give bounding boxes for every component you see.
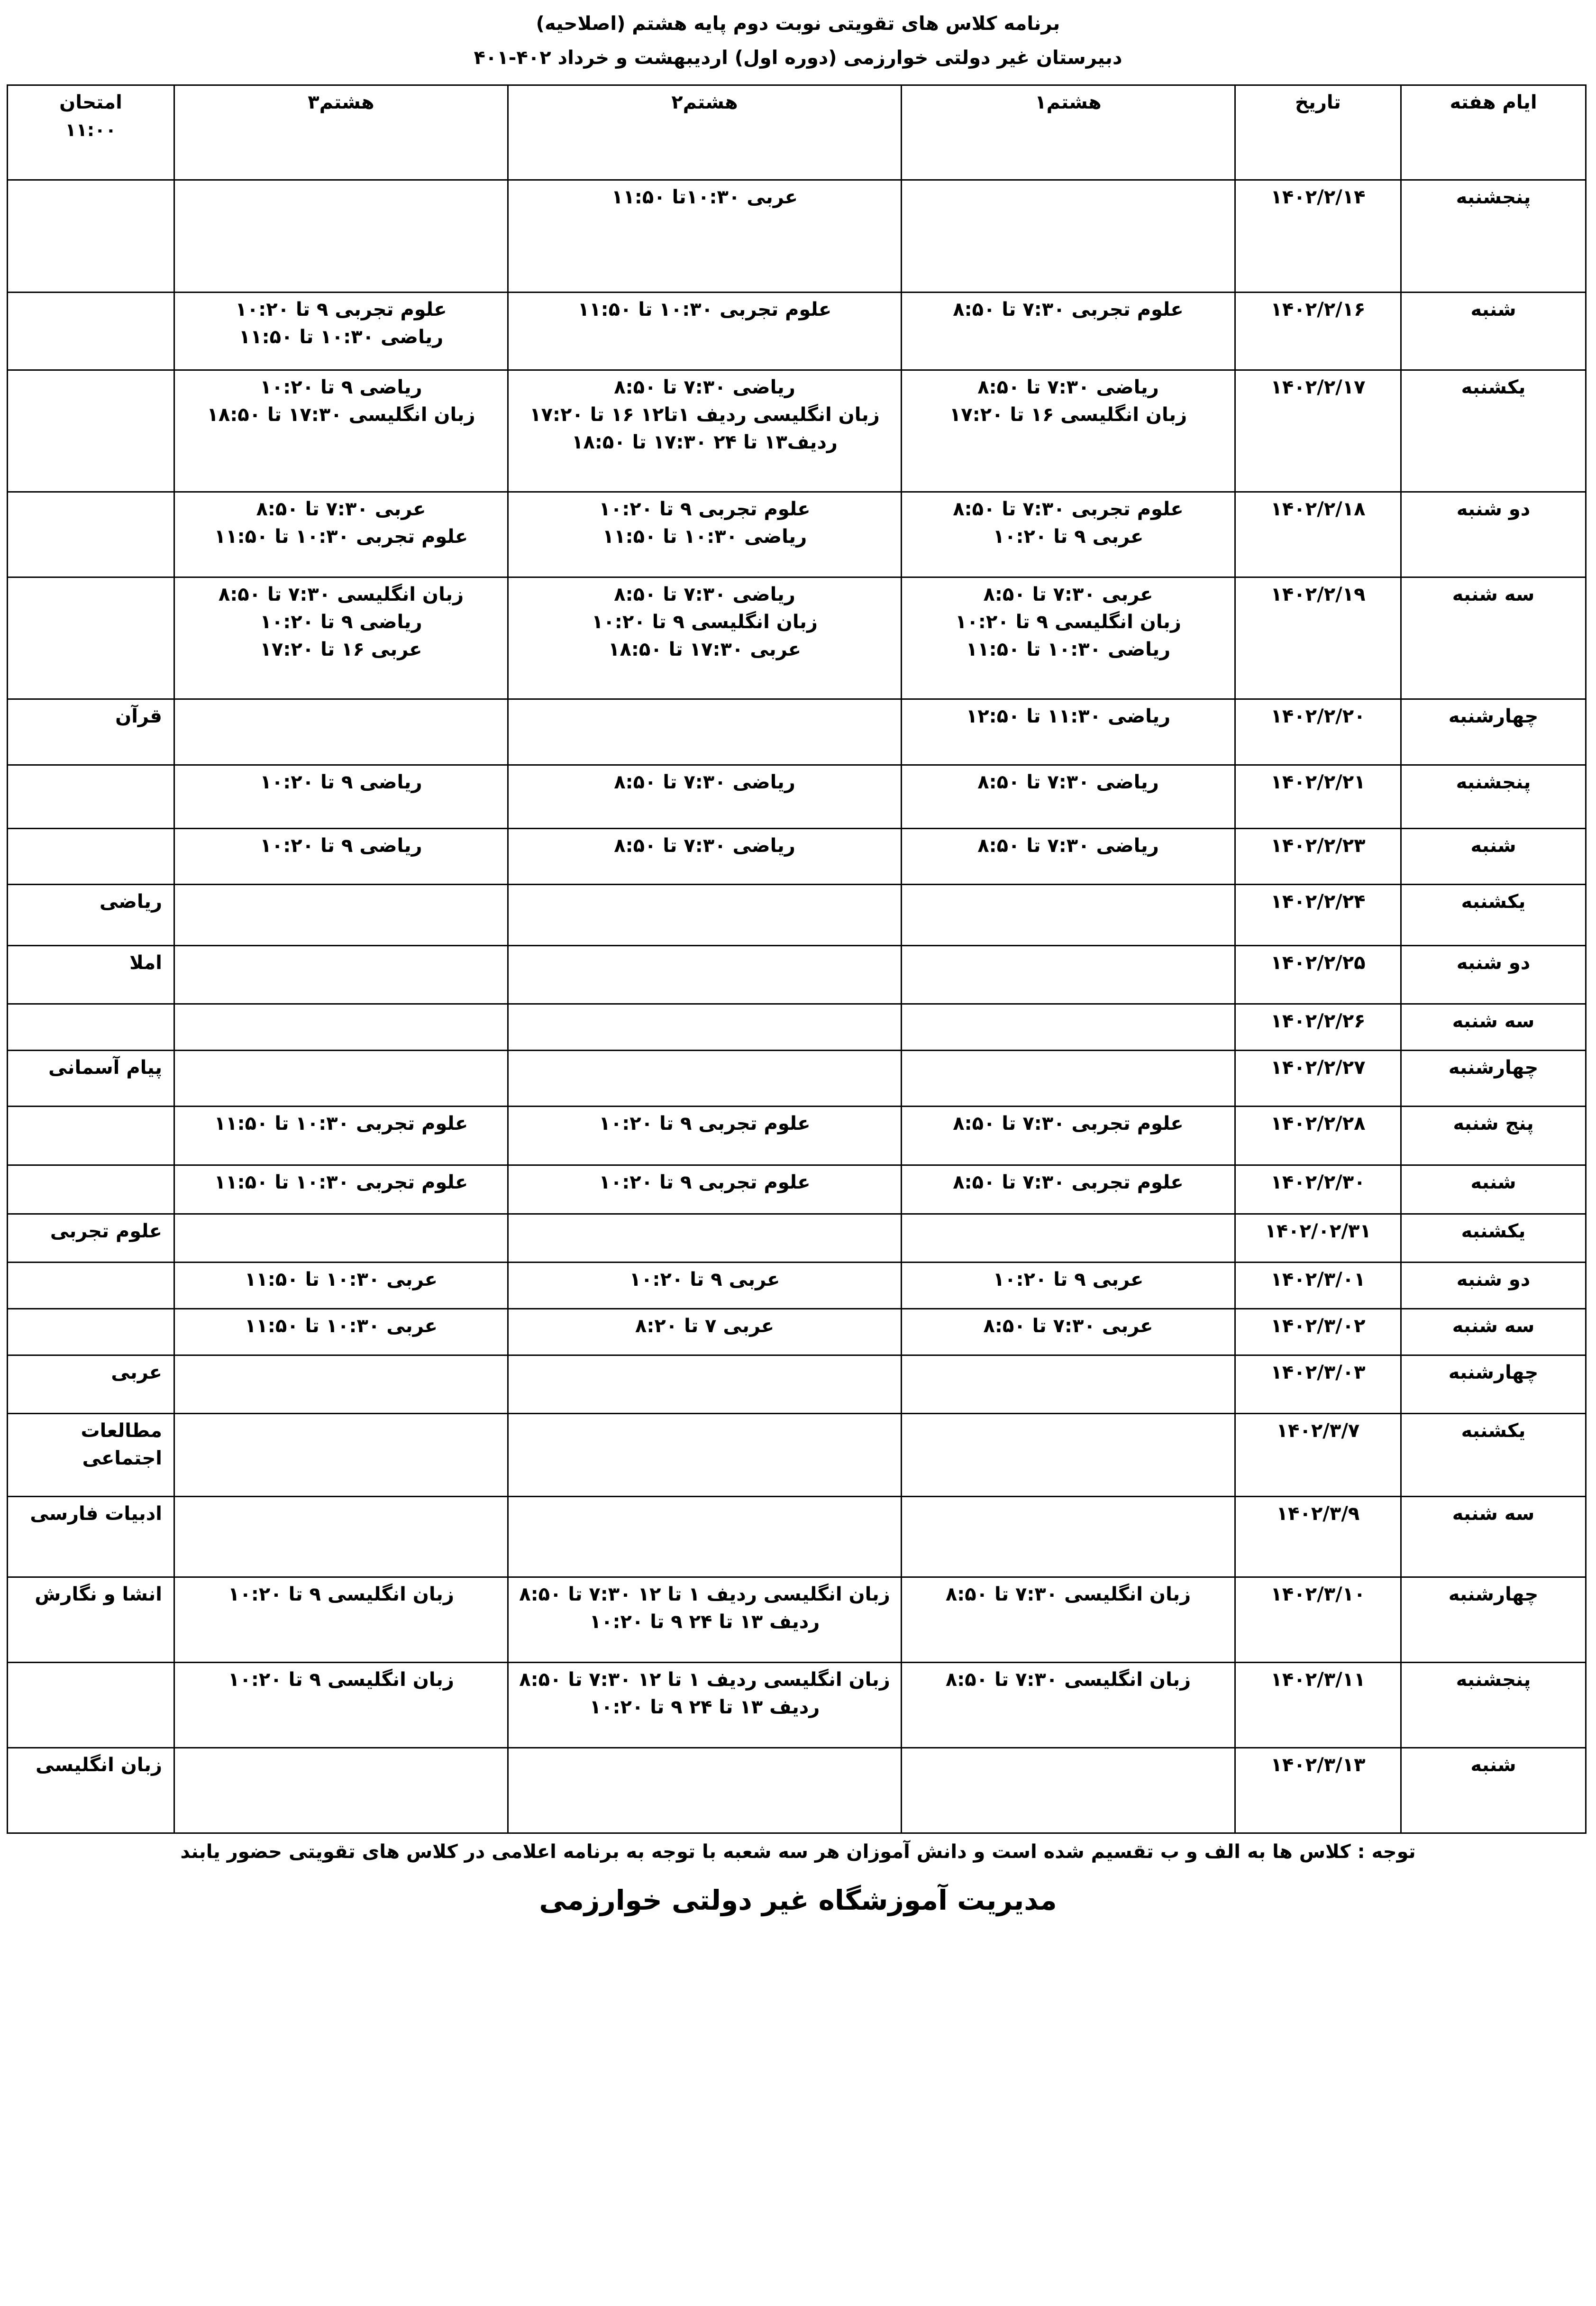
day-cell: چهارشنبه <box>1401 1577 1586 1662</box>
day-cell: پنجشنبه <box>1401 1662 1586 1748</box>
table-row <box>8 829 1586 885</box>
exam-cell <box>8 292 174 370</box>
footer-note: توجه : کلاس ها به الف و ب تقسیم شده است و دانش آموزان هر سه شعبه با توجه به برنامه اعلامی در کلاس های تقویتی حضور یابند <box>180 1841 1416 1863</box>
session-line: ریاضی ۱۰:۳۰ تا ۱۱:۵۰ <box>966 639 1171 661</box>
session-line: زبان انگلیسی ۹ تا ۱۰:۲۰ <box>228 1583 454 1605</box>
session-line: زبان انگلیسی ۹ تا ۱۰:۲۰ <box>592 611 818 633</box>
date-cell: ۱۴۰۲/۲/۲۸ <box>1235 1107 1401 1165</box>
class-c1-cell <box>902 885 1235 946</box>
date-cell: ۱۴۰۲/۳/۹ <box>1235 1497 1401 1577</box>
exam-cell <box>8 1662 174 1748</box>
day-cell: دو شنبه <box>1401 492 1586 577</box>
table-row <box>8 1497 1586 1577</box>
session-line: ریاضی ۱۰:۳۰ تا ۱۱:۵۰ <box>238 326 444 348</box>
class-c2-cell <box>508 1050 902 1106</box>
header-row <box>8 85 1586 180</box>
day-cell: یکشنبه <box>1401 370 1586 492</box>
session-line: عربی ۱۰:۳۰تا ۱۱:۵۰ <box>611 186 798 208</box>
session-line: ریاضی ۱۰:۳۰ تا ۱۱:۵۰ <box>602 526 807 548</box>
class-c2-cell <box>508 292 902 370</box>
class-c1-cell <box>902 1050 1235 1106</box>
class-c3-cell <box>174 1414 508 1497</box>
class-c2-cell <box>508 577 902 699</box>
class-c3-cell <box>174 1214 508 1263</box>
class-c1-cell <box>902 699 1235 765</box>
day-cell: سه شنبه <box>1401 577 1586 699</box>
date-cell: ۱۴۰۲/۳/۱۱ <box>1235 1662 1401 1748</box>
date-cell: ۱۴۰۲/۲/۱۹ <box>1235 577 1401 699</box>
date-cell: ۱۴۰۲/۲/۲۶ <box>1235 1004 1401 1051</box>
exam-cell <box>8 1309 174 1355</box>
session-line: ردیف ۱۳ تا ۲۴ ۹ تا ۱۰:۲۰ <box>589 1611 820 1633</box>
session-line: ریاضی ۷:۳۰ تا ۸:۵۰ <box>977 835 1159 857</box>
day-cell: یکشنبه <box>1401 1214 1586 1263</box>
day-cell: سه شنبه <box>1401 1497 1586 1577</box>
session-line: زبان انگلیسی ۹ تا ۱۰:۲۰ <box>955 611 1181 633</box>
class-c1-cell <box>902 1165 1235 1214</box>
class-c1-cell <box>902 1414 1235 1497</box>
day-cell: دو شنبه <box>1401 945 1586 1004</box>
day-cell: شنبه <box>1401 829 1586 885</box>
class-c2-cell <box>508 1309 902 1355</box>
session-line: زبان انگلیسی ۷:۳۰ تا ۸:۵۰ <box>945 1583 1191 1605</box>
day-cell: دو شنبه <box>1401 1263 1586 1309</box>
exam-cell: زبان انگلیسی <box>8 1748 174 1833</box>
class-c3-cell <box>174 1662 508 1748</box>
day-cell: چهارشنبه <box>1401 1355 1586 1413</box>
table-row <box>8 1309 1586 1355</box>
session-line: عربی ۱۷:۳۰ تا ۱۸:۵۰ <box>608 639 801 661</box>
class-c3-cell <box>174 1165 508 1214</box>
class-c2-cell <box>508 765 902 829</box>
date-cell: ۱۴۰۲/۳/۰۳ <box>1235 1355 1401 1413</box>
day-cell: پنجشنبه <box>1401 180 1586 293</box>
table-row <box>8 1004 1586 1051</box>
class-c2-cell <box>508 180 902 293</box>
schedule-table <box>7 84 1587 1834</box>
class-c2-cell <box>508 945 902 1004</box>
session-line: ردیف۱۳ تا ۲۴ ۱۷:۳۰ تا ۱۸:۵۰ <box>572 431 838 454</box>
session-line: علوم تجربی ۹ تا ۱۰:۲۰ <box>235 298 447 320</box>
header-exam <box>8 85 174 180</box>
class-c3-cell <box>174 577 508 699</box>
exam-cell <box>8 829 174 885</box>
class-c3-cell <box>174 370 508 492</box>
class-c2-cell <box>508 1263 902 1309</box>
class-c3-cell <box>174 1309 508 1355</box>
class-c1-cell <box>902 1107 1235 1165</box>
session-line: علوم تجربی ۷:۳۰ تا ۸:۵۰ <box>953 1113 1184 1135</box>
date-cell: ۱۴۰۲/۲/۲۳ <box>1235 829 1401 885</box>
class-c1-cell <box>902 370 1235 492</box>
session-line: زبان انگلیسی ردیف ۱ تا ۱۲ ۷:۳۰ تا ۸:۵۰ <box>519 1583 890 1605</box>
class-c1-cell <box>902 1748 1235 1833</box>
date-cell: ۱۴۰۲/۲/۱۷ <box>1235 370 1401 492</box>
session-line: عربی ۹ تا ۱۰:۲۰ <box>993 526 1144 548</box>
header-class-1: هشتم۱ <box>902 85 1235 180</box>
session-line: علوم تجربی ۱۰:۳۰ تا ۱۱:۵۰ <box>214 1171 468 1193</box>
session-line: زبان انگلیسی ۱۶ تا ۱۷:۲۰ <box>949 404 1187 426</box>
class-c2-cell <box>508 370 902 492</box>
table-row <box>8 1214 1586 1263</box>
session-line: ریاضی ۷:۳۰ تا ۸:۵۰ <box>977 376 1159 399</box>
class-c2-cell <box>508 1662 902 1748</box>
class-c1-cell <box>902 1263 1235 1309</box>
table-row <box>8 945 1586 1004</box>
table-row <box>8 699 1586 765</box>
table-row <box>8 1165 1586 1214</box>
class-c1-cell <box>902 292 1235 370</box>
session-line: علوم تجربی ۹ تا ۱۰:۲۰ <box>599 1171 811 1193</box>
date-cell: ۱۴۰۲/۳/۰۲ <box>1235 1309 1401 1355</box>
class-c3-cell <box>174 180 508 293</box>
table-row <box>8 370 1586 492</box>
class-c3-cell <box>174 1355 508 1413</box>
day-cell: شنبه <box>1401 1748 1586 1833</box>
class-c2-cell <box>508 1497 902 1577</box>
date-cell: ۱۴۰۲/۲/۲۱ <box>1235 765 1401 829</box>
class-c2-cell <box>508 492 902 577</box>
class-c1-cell <box>902 1662 1235 1748</box>
class-c1-cell <box>902 1577 1235 1662</box>
table-row <box>8 577 1586 699</box>
table-row <box>8 885 1586 946</box>
session-line: زبان انگلیسی ردیف ۱تا۱۲ ۱۶ تا ۱۷:۲۰ <box>529 404 880 426</box>
exam-cell: املا <box>8 945 174 1004</box>
day-cell: شنبه <box>1401 1165 1586 1214</box>
class-c1-cell <box>902 577 1235 699</box>
table-row <box>8 1263 1586 1309</box>
date-cell: ۱۴۰۲/۲/۲۰ <box>1235 699 1401 765</box>
session-line: زبان انگلیسی ۹ تا ۱۰:۲۰ <box>228 1668 454 1691</box>
session-line: علوم تجربی ۱۰:۳۰ تا ۱۱:۵۰ <box>577 298 832 320</box>
class-c3-cell <box>174 292 508 370</box>
table-row <box>8 1662 1586 1748</box>
session-line: علوم تجربی ۷:۳۰ تا ۸:۵۰ <box>953 298 1184 320</box>
class-c1-cell <box>902 180 1235 293</box>
class-c1-cell <box>902 1004 1235 1051</box>
class-c1-cell <box>902 765 1235 829</box>
session-line: علوم تجربی ۹ تا ۱۰:۲۰ <box>599 1113 811 1135</box>
date-cell: ۱۴۰۲/۳/۰۱ <box>1235 1263 1401 1309</box>
session-line: ریاضی ۷:۳۰ تا ۸:۵۰ <box>614 584 795 606</box>
page-subtitle: دبیرستان غیر دولتی خوارزمی (دوره اول) اردیبهشت و خرداد ۴۰۲-۴۰۱ <box>474 47 1122 69</box>
table-row <box>8 1414 1586 1497</box>
session-line: علوم تجربی ۹ تا ۱۰:۲۰ <box>599 498 811 521</box>
class-c3-cell <box>174 1050 508 1106</box>
class-c3-cell <box>174 699 508 765</box>
session-line: ریاضی ۷:۳۰ تا ۸:۵۰ <box>614 835 795 857</box>
class-c2-cell <box>508 1107 902 1165</box>
exam-cell: ادبیات فارسی <box>8 1497 174 1577</box>
day-cell: چهارشنبه <box>1401 1050 1586 1106</box>
session-line: عربی ۷:۳۰ تا ۸:۵۰ <box>983 1315 1153 1337</box>
session-line: عربی ۱۶ تا ۱۷:۲۰ <box>260 639 422 661</box>
table-row <box>8 1107 1586 1165</box>
class-c2-cell <box>508 699 902 765</box>
exam-cell: ریاضی <box>8 885 174 946</box>
exam-cell: عربی <box>8 1355 174 1413</box>
date-cell: ۱۴۰۲/۲/۱۶ <box>1235 292 1401 370</box>
exam-cell <box>8 765 174 829</box>
session-line: ریاضی ۷:۳۰ تا ۸:۵۰ <box>977 771 1159 794</box>
date-cell: ۱۴۰۲/۰۲/۳۱ <box>1235 1214 1401 1263</box>
session-line: ریاضی ۷:۳۰ تا ۸:۵۰ <box>614 771 795 794</box>
date-cell: ۱۴۰۲/۲/۲۴ <box>1235 885 1401 946</box>
header-date: تاریخ <box>1235 85 1401 180</box>
table-row <box>8 1355 1586 1413</box>
header-exam-time: ۱۱:۰۰ <box>65 119 117 140</box>
session-line: عربی ۷ تا ۸:۲۰ <box>635 1315 775 1337</box>
exam-cell <box>8 492 174 577</box>
day-cell: یکشنبه <box>1401 885 1586 946</box>
table-row <box>8 1748 1586 1833</box>
session-line: ریاضی ۷:۳۰ تا ۸:۵۰ <box>614 376 795 399</box>
session-line: زبان انگلیسی ردیف ۱ تا ۱۲ ۷:۳۰ تا ۸:۵۰ <box>519 1668 890 1691</box>
session-line: عربی ۱۰:۳۰ تا ۱۱:۵۰ <box>245 1315 438 1337</box>
class-c1-cell <box>902 492 1235 577</box>
class-c1-cell <box>902 1355 1235 1413</box>
session-line: علوم تجربی ۱۰:۳۰ تا ۱۱:۵۰ <box>214 1113 468 1135</box>
session-line: ریاضی ۹ تا ۱۰:۲۰ <box>260 376 422 399</box>
session-line: ریاضی ۱۱:۳۰ تا ۱۲:۵۰ <box>966 705 1171 728</box>
exam-cell <box>8 1263 174 1309</box>
class-c1-cell <box>902 1214 1235 1263</box>
date-cell: ۱۴۰۲/۲/۳۰ <box>1235 1165 1401 1214</box>
day-cell: سه شنبه <box>1401 1004 1586 1051</box>
day-cell: پنجشنبه <box>1401 765 1586 829</box>
class-c2-cell <box>508 829 902 885</box>
class-c3-cell <box>174 1577 508 1662</box>
table-row <box>8 765 1586 829</box>
exam-cell: پیام آسمانی <box>8 1050 174 1106</box>
session-line: ریاضی ۹ تا ۱۰:۲۰ <box>260 835 422 857</box>
class-c2-cell <box>508 885 902 946</box>
day-cell: شنبه <box>1401 292 1586 370</box>
session-line: زبان انگلیسی ۷:۳۰ تا ۸:۵۰ <box>218 584 464 606</box>
session-line: عربی ۹ تا ۱۰:۲۰ <box>993 1269 1144 1291</box>
date-cell: ۱۴۰۲/۲/۲۵ <box>1235 945 1401 1004</box>
class-c2-cell <box>508 1577 902 1662</box>
session-line: زبان انگلیسی ۱۷:۳۰ تا ۱۸:۵۰ <box>207 404 475 426</box>
class-c1-cell <box>902 1309 1235 1355</box>
table-row <box>8 1577 1586 1662</box>
class-c2-cell <box>508 1355 902 1413</box>
date-cell: ۱۴۰۲/۲/۱۴ <box>1235 180 1401 293</box>
date-cell: ۱۴۰۲/۲/۲۷ <box>1235 1050 1401 1106</box>
session-line: عربی ۷:۳۰ تا ۸:۵۰ <box>983 584 1153 606</box>
class-c3-cell <box>174 1263 508 1309</box>
session-line: علوم تجربی ۱۰:۳۰ تا ۱۱:۵۰ <box>214 526 468 548</box>
day-cell: یکشنبه <box>1401 1414 1586 1497</box>
exam-cell: قرآن <box>8 699 174 765</box>
exam-cell: مطالعات اجتماعی <box>8 1414 174 1497</box>
exam-cell <box>8 1107 174 1165</box>
class-c1-cell <box>902 1497 1235 1577</box>
exam-cell <box>8 370 174 492</box>
header-day: ایام هفته <box>1401 85 1586 180</box>
class-c3-cell <box>174 1748 508 1833</box>
management-signature: مدیریت آموزشگاه غیر دولتی خوارزمی <box>539 1884 1057 1916</box>
session-line: ریاضی ۹ تا ۱۰:۲۰ <box>260 611 422 633</box>
table-row <box>8 1050 1586 1106</box>
date-cell: ۱۴۰۲/۳/۱۰ <box>1235 1577 1401 1662</box>
day-cell: سه شنبه <box>1401 1309 1586 1355</box>
table-row <box>8 292 1586 370</box>
date-cell: ۱۴۰۲/۳/۷ <box>1235 1414 1401 1497</box>
class-c1-cell <box>902 945 1235 1004</box>
class-c3-cell <box>174 1004 508 1051</box>
class-c2-cell <box>508 1165 902 1214</box>
header-class-3: هشتم۳ <box>174 85 508 180</box>
date-cell: ۱۴۰۲/۳/۱۳ <box>1235 1748 1401 1833</box>
day-cell: چهارشنبه <box>1401 699 1586 765</box>
exam-cell: انشا و نگارش <box>8 1577 174 1662</box>
exam-cell: علوم تجربی <box>8 1214 174 1263</box>
session-line: عربی ۹ تا ۱۰:۲۰ <box>629 1269 780 1291</box>
class-c3-cell <box>174 1497 508 1577</box>
class-c3-cell <box>174 1107 508 1165</box>
header-exam-label: امتحان <box>59 92 122 113</box>
session-line: ریاضی ۹ تا ۱۰:۲۰ <box>260 771 422 794</box>
page-title: برنامه کلاس های تقویتی نوبت دوم پایه هشتم (اصلاحیه) <box>536 13 1060 35</box>
session-line: زبان انگلیسی ۷:۳۰ تا ۸:۵۰ <box>945 1668 1191 1691</box>
session-line: ردیف ۱۳ تا ۲۴ ۹ تا ۱۰:۲۰ <box>589 1696 820 1718</box>
class-c3-cell <box>174 829 508 885</box>
class-c3-cell <box>174 885 508 946</box>
session-line: علوم تجربی ۷:۳۰ تا ۸:۵۰ <box>953 498 1184 521</box>
day-cell: پنج شنبه <box>1401 1107 1586 1165</box>
session-line: عربی ۷:۳۰ تا ۸:۵۰ <box>256 498 426 521</box>
class-c2-cell <box>508 1748 902 1833</box>
table-row <box>8 492 1586 577</box>
class-c3-cell <box>174 492 508 577</box>
exam-cell <box>8 1004 174 1051</box>
date-cell: ۱۴۰۲/۲/۱۸ <box>1235 492 1401 577</box>
class-c3-cell <box>174 945 508 1004</box>
header-class-2: هشتم۲ <box>508 85 902 180</box>
exam-cell <box>8 577 174 699</box>
table-row <box>8 180 1586 293</box>
exam-cell <box>8 1165 174 1214</box>
class-c2-cell <box>508 1004 902 1051</box>
session-line: علوم تجربی ۷:۳۰ تا ۸:۵۰ <box>953 1171 1184 1193</box>
class-c1-cell <box>902 829 1235 885</box>
class-c3-cell <box>174 765 508 829</box>
class-c2-cell <box>508 1214 902 1263</box>
class-c2-cell <box>508 1414 902 1497</box>
exam-cell <box>8 180 174 293</box>
session-line: عربی ۱۰:۳۰ تا ۱۱:۵۰ <box>245 1269 438 1291</box>
